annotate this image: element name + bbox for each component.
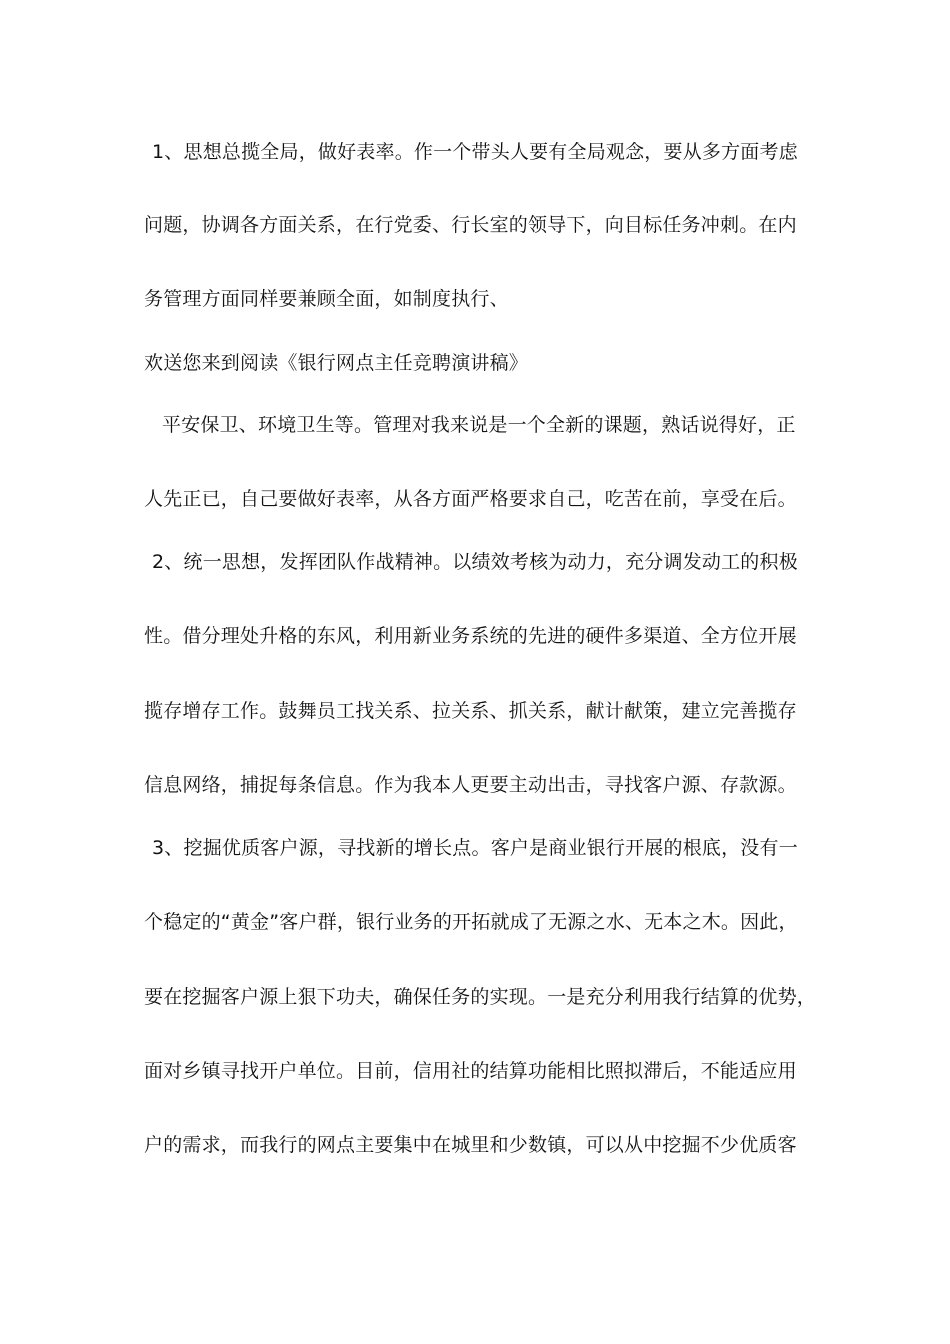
paragraph-line-10: 信息网络，捕捉每条信息。作为我本人更要主动出击，寻找客户源、存款源。 [144,774,797,796]
paragraph-line-8: 性。借分理处升格的东风，利用新业务系统的先进的硬件多渠道、全方位开展 [144,625,797,647]
paragraph-line-6: 人先正已，自己要做好表率，从各方面严格要求自己，吃苦在前，享受在后。 [144,488,797,510]
paragraph-line-1: 1、思想总揽全局，做好表率。作一个带头人要有全局观念，要从多方面考虑 [152,141,798,163]
paragraph-line-12: 个稳定的“黄金”客户群，银行业务的开拓就成了无源之水、无本之木。因此， [144,911,798,933]
paragraph-line-11: 3、挖掘优质客户源，寻找新的增长点。客户是商业银行开展的根底，没有一 [152,837,798,859]
paragraph-line-3: 务管理方面同样要兼顾全面，如制度执行、 [144,288,509,310]
paragraph-line-9: 揽存增存工作。鼓舞员工找关系、拉关系、抓关系，献计献策，建立完善揽存 [144,700,797,722]
paragraph-line-7: 2、统一思想，发挥团队作战精神。以绩效考核为动力，充分调发动工的积极 [152,551,798,573]
reading-banner: 欢送您来到阅读《银行网点主任竞聘演讲稿》 [144,352,529,374]
paragraph-line-14: 面对乡镇寻找开户单位。目前，信用社的结算功能相比照拟滞后，不能适应用 [144,1060,797,1082]
paragraph-line-15: 户的需求，而我行的网点主要集中在城里和少数镇，可以从中挖掘不少优质客 [144,1134,797,1156]
paragraph-line-5: 平安保卫、环境卫生等。管理对我来说是一个全新的课题，熟话说得好，正 [162,414,796,436]
paragraph-line-2: 问题，协调各方面关系，在行党委、行长室的领导下，向目标任务冲刺。在内 [144,214,797,236]
paragraph-line-13: 要在挖掘客户源上狠下功夫，确保任务的实现。一是充分利用我行结算的优势， [144,986,817,1008]
